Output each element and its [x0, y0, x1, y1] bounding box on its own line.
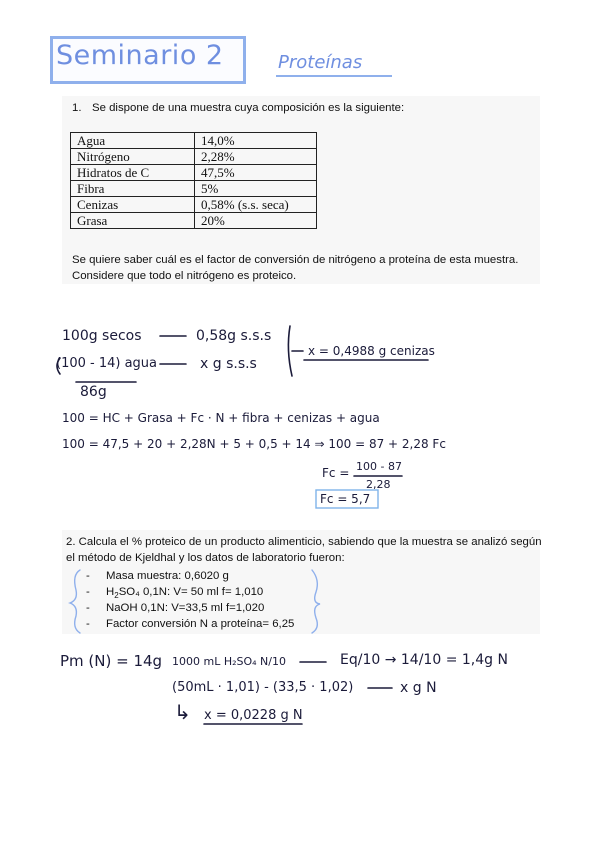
question-2-line1: 2. Calcula el % proteico de un producto alimenticio, sabiendo que la muestra se analizó según	[66, 536, 542, 548]
component-value: 0,58% (s.s. seca)	[195, 197, 317, 213]
bullet: -	[86, 602, 90, 614]
page-subtitle: Proteínas	[278, 52, 363, 73]
list-item-text: NaOH 0,1N: V=33,5 ml f=1,020	[106, 602, 265, 614]
note-xg: x g s.s.s	[200, 356, 257, 372]
note-arrow: ↳	[174, 700, 191, 724]
component-value: 2,28%	[195, 149, 317, 165]
list-item-text: H	[106, 586, 115, 598]
fc-result-box	[316, 490, 378, 508]
component-name: Grasa	[71, 213, 195, 229]
note-100g-secos: 100g secos	[62, 328, 142, 344]
component-name: Fibra	[71, 181, 195, 197]
component-name: Cenizas	[71, 197, 195, 213]
note-subtraction: (50mL · 1,01) - (33,5 · 1,02)	[172, 680, 354, 695]
note-equation-1: 100 = HC + Grasa + Fc · N + fibra + cenizas + agua	[62, 411, 380, 425]
component-name: Agua	[71, 133, 195, 149]
list-item-text-rest: SO₄ 0,1N: V= 50 ml f= 1,010	[118, 586, 264, 598]
list-item-text: Masa muestra: 0,6020 g	[106, 570, 229, 582]
question-1-line1: Se quiere saber cuál es el factor de conversión de nitrógeno a proteína de esta muestra.	[72, 254, 519, 266]
note-xgn: x g N	[400, 680, 437, 696]
note-result-n: x = 0,0228 g N	[204, 708, 303, 723]
component-value: 47,5%	[195, 165, 317, 181]
question-1-line2: Considere que todo el nitrógeno es proteico.	[72, 270, 297, 282]
note-fc-result: Fc = 5,7	[320, 492, 371, 506]
note-eq10: Eq/10 → 14/10 = 1,4g N	[340, 652, 508, 668]
bullet: -	[86, 570, 90, 582]
component-value: 20%	[195, 213, 317, 229]
note-058g: 0,58g s.s.s	[196, 328, 272, 344]
bullet: -	[86, 618, 90, 630]
component-value: 14,0%	[195, 133, 317, 149]
note-fc-label: Fc =	[322, 466, 350, 480]
note-100-14-agua: (100 - 14) agua	[56, 356, 158, 371]
right-brace-blue	[312, 570, 320, 633]
question-1-intro: Se dispone de una muestra cuya composición es la siguiente:	[92, 102, 405, 114]
bullet: -	[86, 586, 90, 598]
left-brace-blue	[70, 570, 80, 633]
subscript: 2	[114, 591, 119, 600]
question-1-number: 1.	[72, 102, 82, 114]
note-equation-2: 100 = 47,5 + 20 + 2,28N + 5 + 0,5 + 14 ⇒ 100 = 87 + 2,28 Fc	[62, 437, 446, 451]
note-pm-n: Pm (N) = 14g	[60, 652, 163, 670]
note-fc-denominator: 2,28	[366, 478, 391, 491]
question-2-line2: el método de Kjeldhal y los datos de laboratorio fueron:	[66, 552, 345, 564]
note-fc-numerator: 100 - 87	[356, 460, 402, 473]
list-item-text: Factor conversión N a proteína= 6,25	[106, 618, 295, 630]
component-name: Hidratos de C	[71, 165, 195, 181]
note-86g: 86g	[80, 384, 107, 400]
note-1000ml: 1000 mL H₂SO₄ N/10	[172, 655, 286, 668]
component-value: 5%	[195, 181, 317, 197]
component-name: Nitrógeno	[71, 149, 195, 165]
page-title: Seminario 2	[56, 40, 224, 71]
paren-stroke	[57, 358, 60, 374]
note-result-cenizas: x = 0,4988 g cenizas	[308, 344, 435, 358]
